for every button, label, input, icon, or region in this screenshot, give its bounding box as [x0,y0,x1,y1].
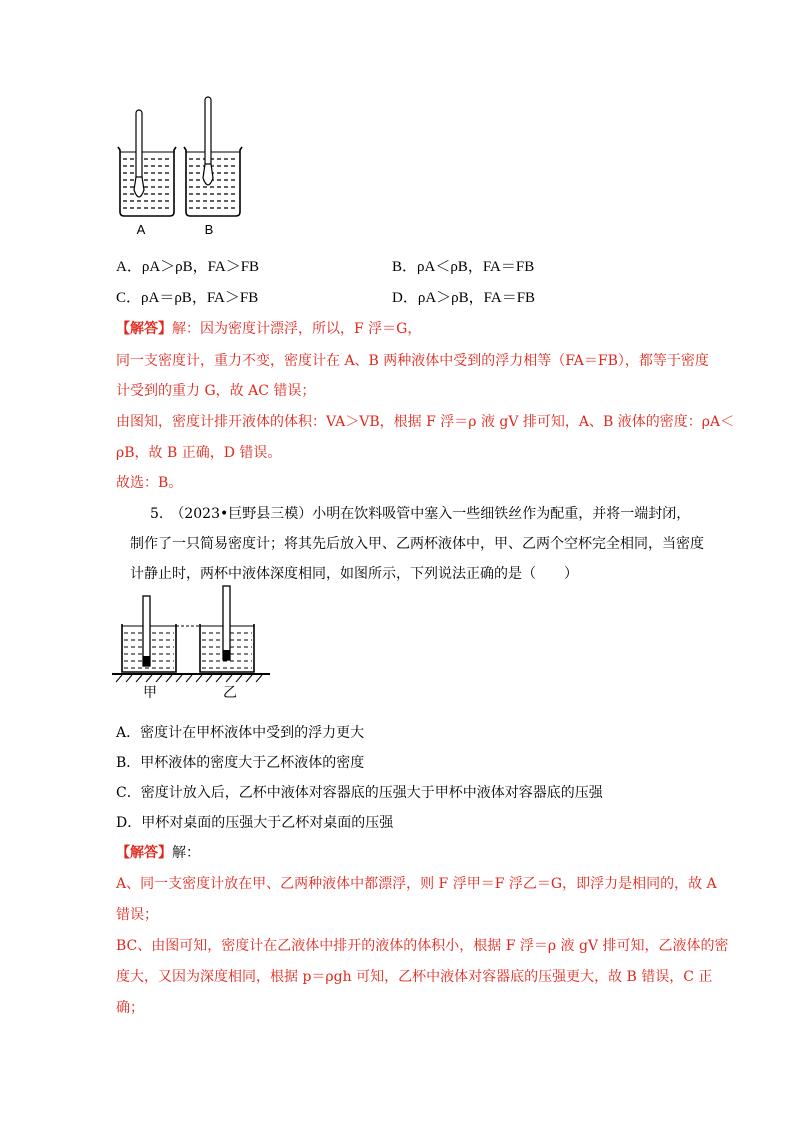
q4-option-d: D．ρA＞ρB，FA＝FB [392,290,536,306]
q5-stem-line-3: 计静止时，两杯中液体深度相同，如图所示，下列说法正确的是（ ） [130,566,578,582]
q4-option-a: A．ρA＞ρB，FA＞FB [116,259,260,275]
q5-option-a: A．密度计在甲杯液体中受到的浮力更大 [116,725,365,741]
q5-answer-line-2: 错误； [116,907,158,923]
q4-answer-line-5: ρB，故 B 正确，D 错误。 [116,445,282,461]
q5-answer-line-0 [116,842,200,862]
q5-option-b: B．甲杯液体的密度大于乙杯液体的密度 [116,755,365,771]
figure2-label-yi: 乙 [223,684,237,700]
figure1-label-a: A [136,222,146,237]
beaker-a [118,110,176,216]
beaker-b [184,97,242,216]
q5-option-c: C．密度计放入后，乙杯中液体对容器底的压强大于甲杯中液体对容器底的压强 [116,785,603,801]
figure-cups-jia-yi [110,584,290,702]
table-surface [112,674,270,682]
q5-answer-line-1: A、同一支密度计放在甲、乙两种液体中都漂浮，则 F 浮甲＝F 浮乙＝G，即浮力是相同的，故 A [116,876,717,892]
q5-answer-line-5: 确； [116,1000,144,1016]
q4-answer-line-4: 由图知，密度计排开液体的体积：VA＞VB，根据 F 浮＝ρ 液 gV 排可知，A、B 液体的密度：ρA＜ [116,414,735,430]
q5-stem-line-1: 5. （2023•巨野县三模）小明在饮料吸管中塞入一些细铁丝作为配重，并将一端封闭， [150,506,691,522]
q5-answer-tag: 【解答】 [116,845,172,861]
q4-answer-line-1 [116,318,421,338]
cup-yi [200,586,254,672]
q4-answer-line-2: 同一支密度计，重力不变，密度计在 A、B 两种液体中受到的浮力相等（FA＝FB），都等于密度 [116,353,709,369]
q4-option-b: B．ρA＜ρB，FA＝FB [392,259,535,275]
q4-answer-line-6: 故选：B。 [116,475,183,491]
figure2-label-jia: 甲 [143,684,157,700]
figure-hydrometers-ab [110,92,260,237]
q5-answer-text-0: 解： [172,845,200,861]
q4-answer-text-1: 解：因为密度计漂浮，所以，F 浮＝G， [172,321,422,337]
q5-answer-line-4: 度大，又因为深度相同，根据 p＝ρgh 可知，乙杯中液体对容器底的压强更大，故 B 错误，C 正 [116,969,713,985]
cup-jia [122,596,176,672]
q5-stem-line-2: 制作了一只简易密度计；将其先后放入甲、乙两杯液体中，甲、乙两个空杯完全相同，当密度 [130,536,704,552]
q4-answer-tag: 【解答】 [116,321,172,337]
figure1-label-b: B [204,222,214,237]
q5-answer-line-3: BC、由图可知，密度计在乙液体中排开的液体的体积小，根据 F 浮＝ρ 液 gV 排可知，乙液体的密 [116,938,729,954]
q4-answer-line-3: 计受到的重力 G，故 AC 错误； [116,383,316,399]
q5-option-d: D．甲杯对桌面的压强大于乙杯对桌面的压强 [116,815,394,831]
q4-option-c: C．ρA＝ρB，FA＞FB [116,290,259,306]
